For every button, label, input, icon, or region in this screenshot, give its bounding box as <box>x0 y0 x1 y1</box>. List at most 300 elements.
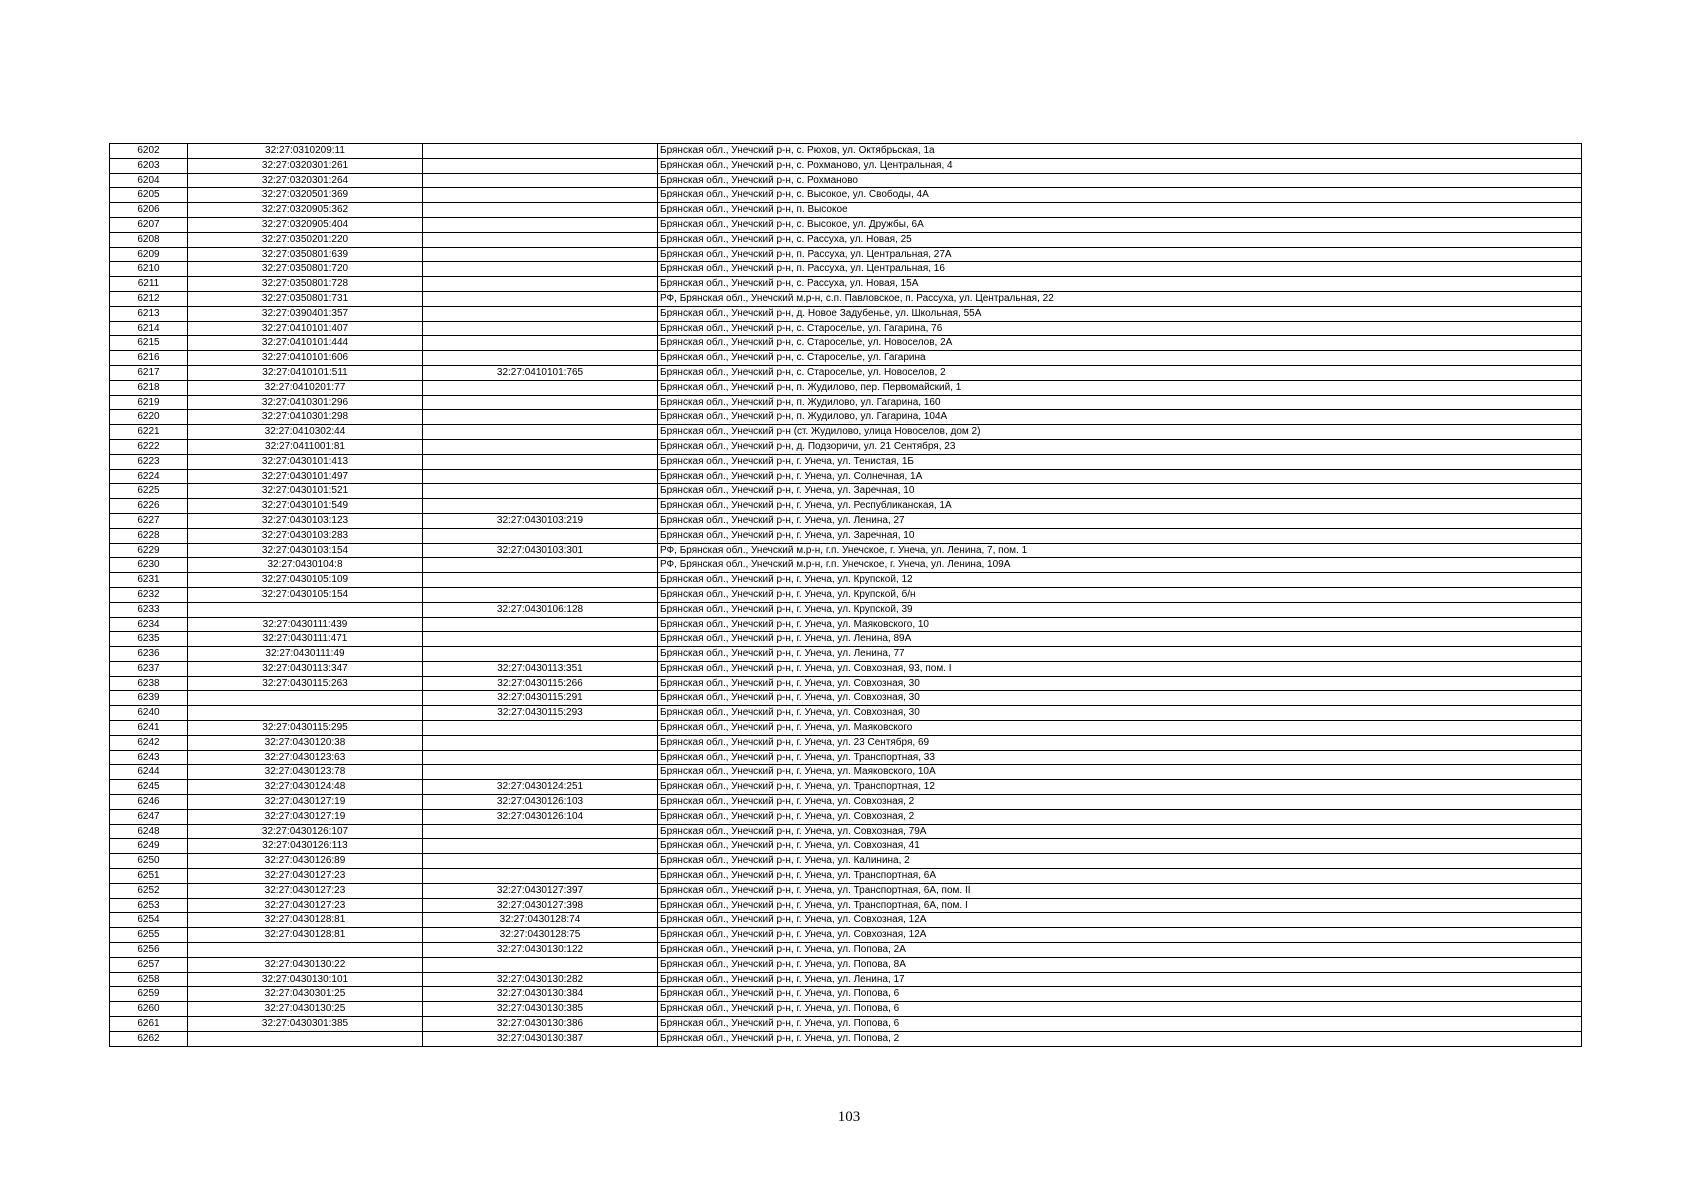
row-number-cell: 6237 <box>110 661 188 676</box>
table-row <box>110 454 1582 469</box>
related-cadastral-number-cell <box>423 410 658 425</box>
related-cadastral-number-cell <box>423 765 658 780</box>
cadastral-number-cell <box>188 1031 423 1046</box>
row-number-cell: 6215 <box>110 336 188 351</box>
row-number-cell: 6260 <box>110 1002 188 1017</box>
address-cell: Брянская обл., Унечский р-н, г. Унеча, ул. Ленина, 77 <box>658 647 1582 662</box>
row-number-cell: 6261 <box>110 1017 188 1032</box>
address-cell: Брянская обл., Унечский р-н, г. Унеча, ул. Заречная, 10 <box>658 484 1582 499</box>
address-cell: Брянская обл., Унечский р-н, с. Староселье, ул. Новоселов, 2А <box>658 336 1582 351</box>
table-row <box>110 869 1582 884</box>
address-cell: Брянская обл., Унечский р-н, п. Жудилово, ул. Гагарина, 160 <box>658 395 1582 410</box>
address-cell: Брянская обл., Унечский р-н, с. Рюхов, ул. Октябрьская, 1а <box>658 144 1582 159</box>
address-cell: Брянская обл., Унечский р-н, г. Унеча, ул. Совхозная, 30 <box>658 691 1582 706</box>
related-cadastral-number-cell <box>423 469 658 484</box>
cadastral-number-cell: 32:27:0350801:731 <box>188 291 423 306</box>
related-cadastral-number-cell <box>423 262 658 277</box>
related-cadastral-number-cell <box>423 336 658 351</box>
address-cell: Брянская обл., Унечский р-н, г. Унеча, ул. Крупской, 39 <box>658 602 1582 617</box>
row-number-cell: 6250 <box>110 854 188 869</box>
table-row <box>110 1017 1582 1032</box>
cadastral-number-cell: 32:27:0430123:63 <box>188 750 423 765</box>
cadastral-number-cell: 32:27:0410101:444 <box>188 336 423 351</box>
address-cell: Брянская обл., Унечский р-н, г. Унеча, ул. Ленина, 17 <box>658 972 1582 987</box>
table-row <box>110 735 1582 750</box>
related-cadastral-number-cell <box>423 484 658 499</box>
address-cell: Брянская обл., Унечский р-н, г. Унеча, ул. Попова, 2А <box>658 943 1582 958</box>
related-cadastral-number-cell <box>423 232 658 247</box>
cadastral-number-cell: 32:27:0430127:23 <box>188 883 423 898</box>
table-row <box>110 188 1582 203</box>
related-cadastral-number-cell <box>423 750 658 765</box>
address-cell: Брянская обл., Унечский р-н, г. Унеча, ул. Солнечная, 1А <box>658 469 1582 484</box>
related-cadastral-number-cell: 32:27:0430126:104 <box>423 809 658 824</box>
table-row <box>110 425 1582 440</box>
table-row <box>110 928 1582 943</box>
row-number-cell: 6232 <box>110 587 188 602</box>
related-cadastral-number-cell <box>423 735 658 750</box>
table-row <box>110 203 1582 218</box>
related-cadastral-number-cell: 32:27:0430130:387 <box>423 1031 658 1046</box>
related-cadastral-number-cell: 32:27:0430103:219 <box>423 513 658 528</box>
row-number-cell: 6217 <box>110 365 188 380</box>
cadastral-number-cell: 32:27:0411001:81 <box>188 439 423 454</box>
address-cell: Брянская обл., Унечский р-н, г. Унеча, ул. Совхозная, 79А <box>658 824 1582 839</box>
row-number-cell: 6221 <box>110 425 188 440</box>
row-number-cell: 6258 <box>110 972 188 987</box>
related-cadastral-number-cell: 32:27:0430115:291 <box>423 691 658 706</box>
row-number-cell: 6224 <box>110 469 188 484</box>
address-cell: Брянская обл., Унечский р-н, с. Рассуха, ул. Новая, 25 <box>658 232 1582 247</box>
cadastral-number-cell: 32:27:0410302:44 <box>188 425 423 440</box>
related-cadastral-number-cell <box>423 144 658 159</box>
address-cell: Брянская обл., Унечский р-н, п. Жудилово, ул. Гагарина, 104А <box>658 410 1582 425</box>
cadastral-number-cell: 32:27:0430127:23 <box>188 869 423 884</box>
cadastral-number-cell: 32:27:0430101:521 <box>188 484 423 499</box>
row-number-cell: 6256 <box>110 943 188 958</box>
related-cadastral-number-cell <box>423 439 658 454</box>
related-cadastral-number-cell: 32:27:0430115:266 <box>423 676 658 691</box>
cadastral-number-cell <box>188 943 423 958</box>
address-cell: Брянская обл., Унечский р-н, г. Унеча, ул. Совхозная, 93, пом. I <box>658 661 1582 676</box>
related-cadastral-number-cell <box>423 854 658 869</box>
table-row <box>110 158 1582 173</box>
cadastral-number-cell: 32:27:0430101:497 <box>188 469 423 484</box>
address-cell: Брянская обл., Унечский р-н, с. Рохманово <box>658 173 1582 188</box>
related-cadastral-number-cell <box>423 839 658 854</box>
related-cadastral-number-cell <box>423 824 658 839</box>
cadastral-number-cell: 32:27:0430111:49 <box>188 647 423 662</box>
row-number-cell: 6207 <box>110 217 188 232</box>
cadastral-number-cell: 32:27:0430103:123 <box>188 513 423 528</box>
related-cadastral-number-cell <box>423 217 658 232</box>
row-number-cell: 6257 <box>110 957 188 972</box>
row-number-cell: 6216 <box>110 351 188 366</box>
table-row <box>110 351 1582 366</box>
cadastral-number-cell: 32:27:0430130:22 <box>188 957 423 972</box>
row-number-cell: 6231 <box>110 573 188 588</box>
cadastral-number-cell: 32:27:0430130:101 <box>188 972 423 987</box>
address-cell: Брянская обл., Унечский р-н, г. Унеча, ул. Попова, 8А <box>658 957 1582 972</box>
table-row <box>110 987 1582 1002</box>
cadastral-number-cell: 32:27:0430126:107 <box>188 824 423 839</box>
table-row <box>110 632 1582 647</box>
cadastral-number-cell: 32:27:0430127:19 <box>188 795 423 810</box>
related-cadastral-number-cell <box>423 203 658 218</box>
related-cadastral-number-cell: 32:27:0430130:282 <box>423 972 658 987</box>
address-cell: Брянская обл., Унечский р-н, г. Унеча, ул. 23 Сентября, 69 <box>658 735 1582 750</box>
address-cell: Брянская обл., Унечский р-н, п. Рассуха, ул. Центральная, 27А <box>658 247 1582 262</box>
related-cadastral-number-cell <box>423 587 658 602</box>
address-cell: Брянская обл., Унечский р-н, г. Унеча, ул. Маяковского, 10А <box>658 765 1582 780</box>
table-row <box>110 839 1582 854</box>
related-cadastral-number-cell <box>423 454 658 469</box>
related-cadastral-number-cell: 32:27:0430126:103 <box>423 795 658 810</box>
related-cadastral-number-cell: 32:27:0430124:251 <box>423 780 658 795</box>
table-row <box>110 913 1582 928</box>
table-row <box>110 957 1582 972</box>
row-number-cell: 6245 <box>110 780 188 795</box>
cadastral-number-cell: 32:27:0430124:48 <box>188 780 423 795</box>
related-cadastral-number-cell <box>423 957 658 972</box>
table-row <box>110 750 1582 765</box>
address-cell: Брянская обл., Унечский р-н, г. Унеча, ул. Заречная, 10 <box>658 528 1582 543</box>
related-cadastral-number-cell <box>423 291 658 306</box>
row-number-cell: 6238 <box>110 676 188 691</box>
address-cell: Брянская обл., Унечский р-н, с. Высокое, ул. Дружбы, 6А <box>658 217 1582 232</box>
row-number-cell: 6223 <box>110 454 188 469</box>
related-cadastral-number-cell <box>423 188 658 203</box>
row-number-cell: 6242 <box>110 735 188 750</box>
cadastral-number-cell: 32:27:0430113:347 <box>188 661 423 676</box>
related-cadastral-number-cell: 32:27:0430130:385 <box>423 1002 658 1017</box>
table-row <box>110 780 1582 795</box>
page-number: 103 <box>837 1109 861 1125</box>
address-cell: Брянская обл., Унечский р-н, г. Унеча, ул. Ленина, 27 <box>658 513 1582 528</box>
address-cell: Брянская обл., Унечский р-н, г. Унеча, ул. Совхозная, 2 <box>658 795 1582 810</box>
table-row <box>110 232 1582 247</box>
cadastral-number-cell: 32:27:0410101:511 <box>188 365 423 380</box>
table-row <box>110 247 1582 262</box>
cadastral-number-cell: 32:27:0410101:407 <box>188 321 423 336</box>
address-cell: Брянская обл., Унечский р-н, г. Унеча, ул. Попова, 6 <box>658 987 1582 1002</box>
address-cell: Брянская обл., Унечский р-н, г. Унеча, ул. Транспортная, 12 <box>658 780 1582 795</box>
registry-table <box>109 143 1582 1047</box>
row-number-cell: 6209 <box>110 247 188 262</box>
table-row <box>110 795 1582 810</box>
cadastral-number-cell: 32:27:0350201:220 <box>188 232 423 247</box>
cadastral-number-cell: 32:27:0430101:549 <box>188 499 423 514</box>
related-cadastral-number-cell: 32:27:0430106:128 <box>423 602 658 617</box>
row-number-cell: 6234 <box>110 617 188 632</box>
address-cell: Брянская обл., Унечский р-н, г. Унеча, ул. Ленина, 89А <box>658 632 1582 647</box>
cadastral-number-cell: 32:27:0430111:471 <box>188 632 423 647</box>
address-cell: Брянская обл., Унечский р-н, г. Унеча, ул. Калинина, 2 <box>658 854 1582 869</box>
row-number-cell: 6210 <box>110 262 188 277</box>
row-number-cell: 6227 <box>110 513 188 528</box>
cadastral-number-cell: 32:27:0430101:413 <box>188 454 423 469</box>
address-cell: Брянская обл., Унечский р-н, г. Унеча, ул. Совхозная, 12А <box>658 928 1582 943</box>
cadastral-number-cell: 32:27:0350801:728 <box>188 277 423 292</box>
table-row <box>110 691 1582 706</box>
table-row <box>110 617 1582 632</box>
cadastral-number-cell: 32:27:0430104:8 <box>188 558 423 573</box>
table-row <box>110 439 1582 454</box>
address-cell: Брянская обл., Унечский р-н, г. Унеча, ул. Совхозная, 2 <box>658 809 1582 824</box>
address-cell: РФ, Брянская обл., Унечский м.р-н, г.п. Унечское, г. Унеча, ул. Ленина, 109А <box>658 558 1582 573</box>
row-number-cell: 6262 <box>110 1031 188 1046</box>
related-cadastral-number-cell: 32:27:0430127:397 <box>423 883 658 898</box>
related-cadastral-number-cell <box>423 351 658 366</box>
table-row <box>110 854 1582 869</box>
related-cadastral-number-cell <box>423 425 658 440</box>
table-row <box>110 1031 1582 1046</box>
table-row <box>110 943 1582 958</box>
cadastral-number-cell: 32:27:0410101:606 <box>188 351 423 366</box>
row-number-cell: 6235 <box>110 632 188 647</box>
address-cell: Брянская обл., Унечский р-н, с. Староселье, ул. Гагарина <box>658 351 1582 366</box>
cadastral-number-cell: 32:27:0430115:295 <box>188 721 423 736</box>
table-row <box>110 602 1582 617</box>
related-cadastral-number-cell <box>423 721 658 736</box>
address-cell: Брянская обл., Унечский р-н, п. Рассуха, ул. Центральная, 16 <box>658 262 1582 277</box>
address-cell: Брянская обл., Унечский р-н, г. Унеча, ул. Маяковского, 10 <box>658 617 1582 632</box>
related-cadastral-number-cell: 32:27:0430127:398 <box>423 898 658 913</box>
related-cadastral-number-cell: 32:27:0430130:122 <box>423 943 658 958</box>
cadastral-number-cell: 32:27:0350801:720 <box>188 262 423 277</box>
table-row <box>110 647 1582 662</box>
cadastral-number-cell: 32:27:0430103:154 <box>188 543 423 558</box>
related-cadastral-number-cell: 32:27:0430130:386 <box>423 1017 658 1032</box>
row-number-cell: 6202 <box>110 144 188 159</box>
cadastral-number-cell: 32:27:0390401:357 <box>188 306 423 321</box>
row-number-cell: 6203 <box>110 158 188 173</box>
row-number-cell: 6219 <box>110 395 188 410</box>
cadastral-number-cell: 32:27:0430128:81 <box>188 928 423 943</box>
row-number-cell: 6246 <box>110 795 188 810</box>
address-cell: Брянская обл., Унечский р-н, г. Унеча, ул. Маяковского <box>658 721 1582 736</box>
related-cadastral-number-cell <box>423 395 658 410</box>
row-number-cell: 6259 <box>110 987 188 1002</box>
cadastral-number-cell: 32:27:0430127:23 <box>188 898 423 913</box>
row-number-cell: 6252 <box>110 883 188 898</box>
table-row <box>110 706 1582 721</box>
row-number-cell: 6236 <box>110 647 188 662</box>
related-cadastral-number-cell <box>423 632 658 647</box>
address-cell: Брянская обл., Унечский р-н, г. Унеча, ул. Попова, 6 <box>658 1017 1582 1032</box>
cadastral-number-cell: 32:27:0430105:154 <box>188 587 423 602</box>
cadastral-number-cell: 32:27:0430130:25 <box>188 1002 423 1017</box>
address-cell: Брянская обл., Унечский р-н, п. Жудилово, пер. Первомайский, 1 <box>658 380 1582 395</box>
related-cadastral-number-cell <box>423 158 658 173</box>
row-number-cell: 6226 <box>110 499 188 514</box>
table-row <box>110 721 1582 736</box>
row-number-cell: 6249 <box>110 839 188 854</box>
table-row <box>110 306 1582 321</box>
row-number-cell: 6241 <box>110 721 188 736</box>
cadastral-number-cell: 32:27:0320905:404 <box>188 217 423 232</box>
row-number-cell: 6229 <box>110 543 188 558</box>
cadastral-number-cell <box>188 602 423 617</box>
table-row <box>110 883 1582 898</box>
row-number-cell: 6228 <box>110 528 188 543</box>
row-number-cell: 6208 <box>110 232 188 247</box>
related-cadastral-number-cell: 32:27:0430103:301 <box>423 543 658 558</box>
address-cell: Брянская обл., Унечский р-н, г. Унеча, ул. Попова, 6 <box>658 1002 1582 1017</box>
cadastral-number-cell: 32:27:0430126:89 <box>188 854 423 869</box>
table-row <box>110 528 1582 543</box>
related-cadastral-number-cell <box>423 617 658 632</box>
related-cadastral-number-cell: 32:27:0430128:74 <box>423 913 658 928</box>
row-number-cell: 6239 <box>110 691 188 706</box>
table-row <box>110 972 1582 987</box>
table-row <box>110 765 1582 780</box>
cadastral-number-cell: 32:27:0430301:385 <box>188 1017 423 1032</box>
row-number-cell: 6254 <box>110 913 188 928</box>
table-row <box>110 558 1582 573</box>
cadastral-number-cell: 32:27:0410301:298 <box>188 410 423 425</box>
related-cadastral-number-cell <box>423 573 658 588</box>
table-row <box>110 277 1582 292</box>
row-number-cell: 6225 <box>110 484 188 499</box>
cadastral-number-cell: 32:27:0430127:19 <box>188 809 423 824</box>
cadastral-number-cell: 32:27:0430103:283 <box>188 528 423 543</box>
address-cell: Брянская обл., Унечский р-н, г. Унеча, ул. Транспортная, 6А, пом. I <box>658 898 1582 913</box>
table-row <box>110 824 1582 839</box>
table-row <box>110 513 1582 528</box>
table-row <box>110 661 1582 676</box>
table-row <box>110 336 1582 351</box>
table-row <box>110 484 1582 499</box>
related-cadastral-number-cell: 32:27:0430128:75 <box>423 928 658 943</box>
related-cadastral-number-cell <box>423 321 658 336</box>
table-row <box>110 1002 1582 1017</box>
row-number-cell: 6212 <box>110 291 188 306</box>
cadastral-number-cell: 32:27:0410301:296 <box>188 395 423 410</box>
cadastral-number-cell: 32:27:0430105:109 <box>188 573 423 588</box>
table-row <box>110 395 1582 410</box>
row-number-cell: 6244 <box>110 765 188 780</box>
related-cadastral-number-cell <box>423 647 658 662</box>
cadastral-number-cell: 32:27:0350801:639 <box>188 247 423 262</box>
row-number-cell: 6248 <box>110 824 188 839</box>
address-cell: Брянская обл., Унечский р-н, г. Унеча, ул. Совхозная, 41 <box>658 839 1582 854</box>
address-cell: Брянская обл., Унечский р-н, г. Унеча, ул. Попова, 2 <box>658 1031 1582 1046</box>
related-cadastral-number-cell <box>423 558 658 573</box>
row-number-cell: 6205 <box>110 188 188 203</box>
address-cell: Брянская обл., Унечский р-н, г. Унеча, ул. Крупской, б/н <box>658 587 1582 602</box>
table-row <box>110 469 1582 484</box>
address-cell: Брянская обл., Унечский р-н, д. Подзоричи, ул. 21 Сентября, 23 <box>658 439 1582 454</box>
table-row <box>110 898 1582 913</box>
address-cell: Брянская обл., Унечский р-н, г. Унеча, ул. Крупской, 12 <box>658 573 1582 588</box>
related-cadastral-number-cell: 32:27:0430115:293 <box>423 706 658 721</box>
cadastral-number-cell: 32:27:0430120:38 <box>188 735 423 750</box>
cadastral-number-cell: 32:27:0430111:439 <box>188 617 423 632</box>
table-row <box>110 499 1582 514</box>
related-cadastral-number-cell <box>423 528 658 543</box>
row-number-cell: 6211 <box>110 277 188 292</box>
row-number-cell: 6222 <box>110 439 188 454</box>
related-cadastral-number-cell <box>423 869 658 884</box>
cadastral-number-cell: 32:27:0310209:11 <box>188 144 423 159</box>
table-row <box>110 144 1582 159</box>
table-row <box>110 543 1582 558</box>
related-cadastral-number-cell <box>423 306 658 321</box>
row-number-cell: 6206 <box>110 203 188 218</box>
table-row <box>110 809 1582 824</box>
related-cadastral-number-cell <box>423 247 658 262</box>
address-cell: Брянская обл., Унечский р-н, г. Унеча, ул. Тенистая, 1Б <box>658 454 1582 469</box>
table-row <box>110 587 1582 602</box>
related-cadastral-number-cell <box>423 173 658 188</box>
related-cadastral-number-cell: 32:27:0430130:384 <box>423 987 658 1002</box>
address-cell: Брянская обл., Унечский р-н, с. Высокое, ул. Свободы, 4А <box>658 188 1582 203</box>
address-cell: Брянская обл., Унечский р-н, г. Унеча, ул. Транспортная, 6А <box>658 869 1582 884</box>
address-cell: Брянская обл., Унечский р-н, с. Рассуха, ул. Новая, 15А <box>658 277 1582 292</box>
address-cell: Брянская обл., Унечский р-н, г. Унеча, ул. Совхозная, 30 <box>658 706 1582 721</box>
address-cell: Брянская обл., Унечский р-н, д. Новое Задубенье, ул. Школьная, 55А <box>658 306 1582 321</box>
row-number-cell: 6253 <box>110 898 188 913</box>
address-cell: Брянская обл., Унечский р-н, г. Унеча, ул. Транспортная, 33 <box>658 750 1582 765</box>
row-number-cell: 6220 <box>110 410 188 425</box>
table-row <box>110 410 1582 425</box>
address-cell: РФ, Брянская обл., Унечский м.р-н, г.п. Унечское, г. Унеча, ул. Ленина, 7, пом. 1 <box>658 543 1582 558</box>
cadastral-number-cell: 32:27:0430128:81 <box>188 913 423 928</box>
table-row <box>110 365 1582 380</box>
address-cell: Брянская обл., Унечский р-н, с. Рохманово, ул. Центральная, 4 <box>658 158 1582 173</box>
related-cadastral-number-cell: 32:27:0430113:351 <box>423 661 658 676</box>
cadastral-number-cell: 32:27:0430115:263 <box>188 676 423 691</box>
address-cell: Брянская обл., Унечский р-н, с. Староселье, ул. Новоселов, 2 <box>658 365 1582 380</box>
row-number-cell: 6251 <box>110 869 188 884</box>
row-number-cell: 6230 <box>110 558 188 573</box>
table-row <box>110 291 1582 306</box>
row-number-cell: 6214 <box>110 321 188 336</box>
cadastral-number-cell: 32:27:0320301:261 <box>188 158 423 173</box>
row-number-cell: 6255 <box>110 928 188 943</box>
cadastral-number-cell <box>188 691 423 706</box>
cadastral-number-cell: 32:27:0430123:78 <box>188 765 423 780</box>
row-number-cell: 6213 <box>110 306 188 321</box>
table-row <box>110 173 1582 188</box>
cadastral-number-cell: 32:27:0320301:264 <box>188 173 423 188</box>
table-row <box>110 321 1582 336</box>
table-row <box>110 573 1582 588</box>
table-row <box>110 262 1582 277</box>
address-cell: Брянская обл., Унечский р-н, г. Унеча, ул. Республиканская, 1А <box>658 499 1582 514</box>
cadastral-number-cell: 32:27:0410201:77 <box>188 380 423 395</box>
address-cell: РФ, Брянская обл., Унечский м.р-н, с.п. Павловское, п. Рассуха, ул. Центральная, 22 <box>658 291 1582 306</box>
row-number-cell: 6247 <box>110 809 188 824</box>
table-row <box>110 676 1582 691</box>
related-cadastral-number-cell: 32:27:0410101:765 <box>423 365 658 380</box>
cadastral-number-cell: 32:27:0430301:25 <box>188 987 423 1002</box>
registry-table-body <box>110 144 1582 1047</box>
address-cell: Брянская обл., Унечский р-н (ст. Жудилово, улица Новоселов, дом 2) <box>658 425 1582 440</box>
row-number-cell: 6204 <box>110 173 188 188</box>
cadastral-number-cell: 32:27:0320905:362 <box>188 203 423 218</box>
related-cadastral-number-cell <box>423 277 658 292</box>
related-cadastral-number-cell <box>423 380 658 395</box>
row-number-cell: 6233 <box>110 602 188 617</box>
cadastral-number-cell <box>188 706 423 721</box>
related-cadastral-number-cell <box>423 499 658 514</box>
address-cell: Брянская обл., Унечский р-н, г. Унеча, ул. Совхозная, 30 <box>658 676 1582 691</box>
row-number-cell: 6243 <box>110 750 188 765</box>
row-number-cell: 6218 <box>110 380 188 395</box>
address-cell: Брянская обл., Унечский р-н, г. Унеча, ул. Совхозная, 12А <box>658 913 1582 928</box>
